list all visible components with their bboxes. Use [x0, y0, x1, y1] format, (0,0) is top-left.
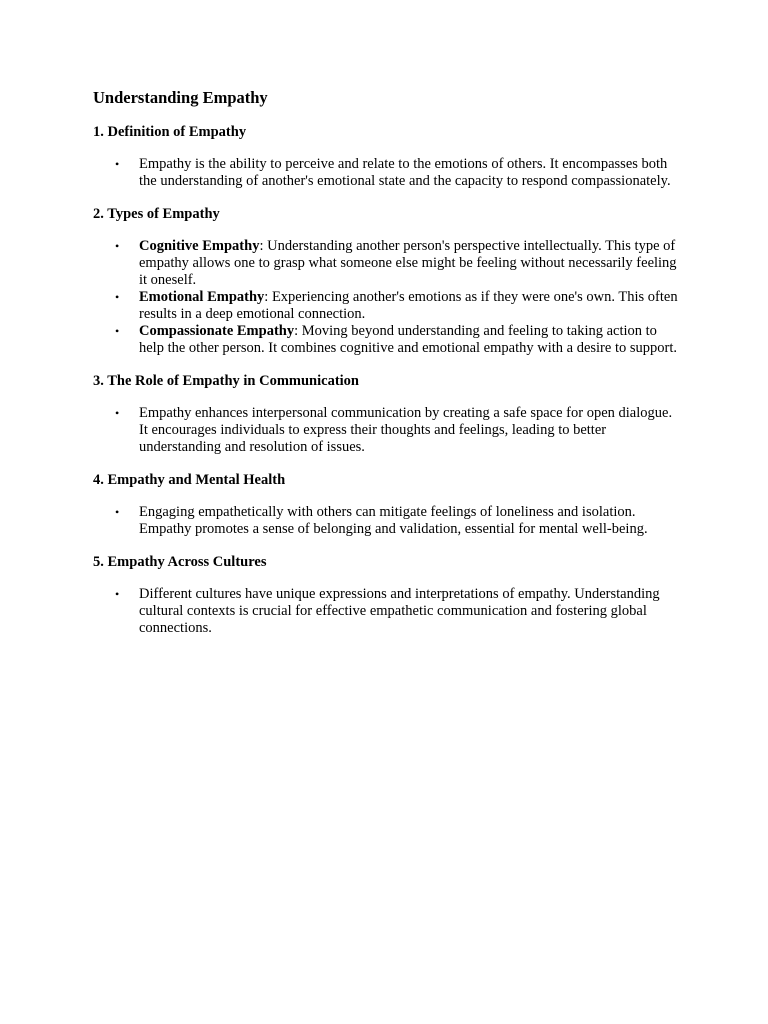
list-item-term: Cognitive Empathy: [139, 238, 260, 254]
bullet-icon: •: [115, 505, 120, 519]
list-item-separator: :: [264, 289, 272, 305]
section-heading-types: 2. Types of Empathy: [93, 206, 220, 222]
list-item-text: Empathy is the ability to perceive and relate to the emotions of others. It encompasses both the understanding of another's emotional state and the capacity to respond compassionately.: [139, 156, 671, 189]
list-item: [115, 156, 683, 190]
list-item-text: Different cultures have unique expressions and interpretations of empathy. Understanding cultural contexts is crucial for effective empathetic communication and fostering global connections.: [139, 586, 660, 636]
section-heading-mental-health: 4. Empathy and Mental Health: [93, 472, 286, 488]
list-item: [115, 504, 683, 538]
section-heading-communication: 3. The Role of Empathy in Communication: [93, 373, 359, 389]
bullet-icon: •: [115, 406, 120, 420]
list-item-text: Empathy enhances interpersonal communication by creating a safe space for open dialogue. It encourages individuals to express their thoughts and feelings, leading to better understanding and resolution of issues.: [139, 405, 673, 455]
list-item: [115, 405, 683, 456]
section-list-definition: [93, 156, 683, 190]
list-item-separator: :: [259, 238, 268, 254]
bullet-icon: •: [115, 239, 120, 253]
section-list-mental-health: [93, 504, 683, 538]
section-list-types: [93, 238, 683, 357]
list-item-term: Compassionate Empathy: [139, 323, 295, 339]
list-item: [115, 323, 683, 357]
list-item: [115, 289, 683, 323]
section-list-communication: [93, 405, 683, 456]
list-item-term: Emotional Empathy: [139, 289, 265, 305]
document-page: [93, 88, 683, 652]
list-item: [115, 586, 683, 637]
section-heading-definition: 1. Definition of Empathy: [93, 124, 247, 140]
list-item-text: Understanding another person's perspective intellectually. This type of empathy allows one to grasp what someone else might be feeling without necessarily feeling it oneself.: [139, 238, 677, 288]
list-item-text: Engaging empathetically with others can mitigate feelings of loneliness and isolation. Empathy promotes a sense of belonging and validation, essential for mental well-being.: [139, 504, 648, 537]
list-item: [115, 238, 683, 289]
section-list-cultures: [93, 586, 683, 637]
bullet-icon: •: [115, 290, 120, 304]
list-item-text: Experiencing another's emotions as if they were one's own. This often results in a deep emotional connection.: [139, 289, 678, 322]
list-item-separator: :: [294, 323, 302, 339]
bullet-icon: •: [115, 587, 120, 601]
document-title: Understanding Empathy: [93, 88, 268, 107]
section-heading-cultures: 5. Empathy Across Cultures: [93, 554, 267, 570]
bullet-icon: •: [115, 157, 120, 171]
list-item-text: Moving beyond understanding and feeling to taking action to help the other person. It combines cognitive and emotional empathy with a desire to support.: [139, 323, 677, 356]
bullet-icon: •: [115, 324, 120, 338]
